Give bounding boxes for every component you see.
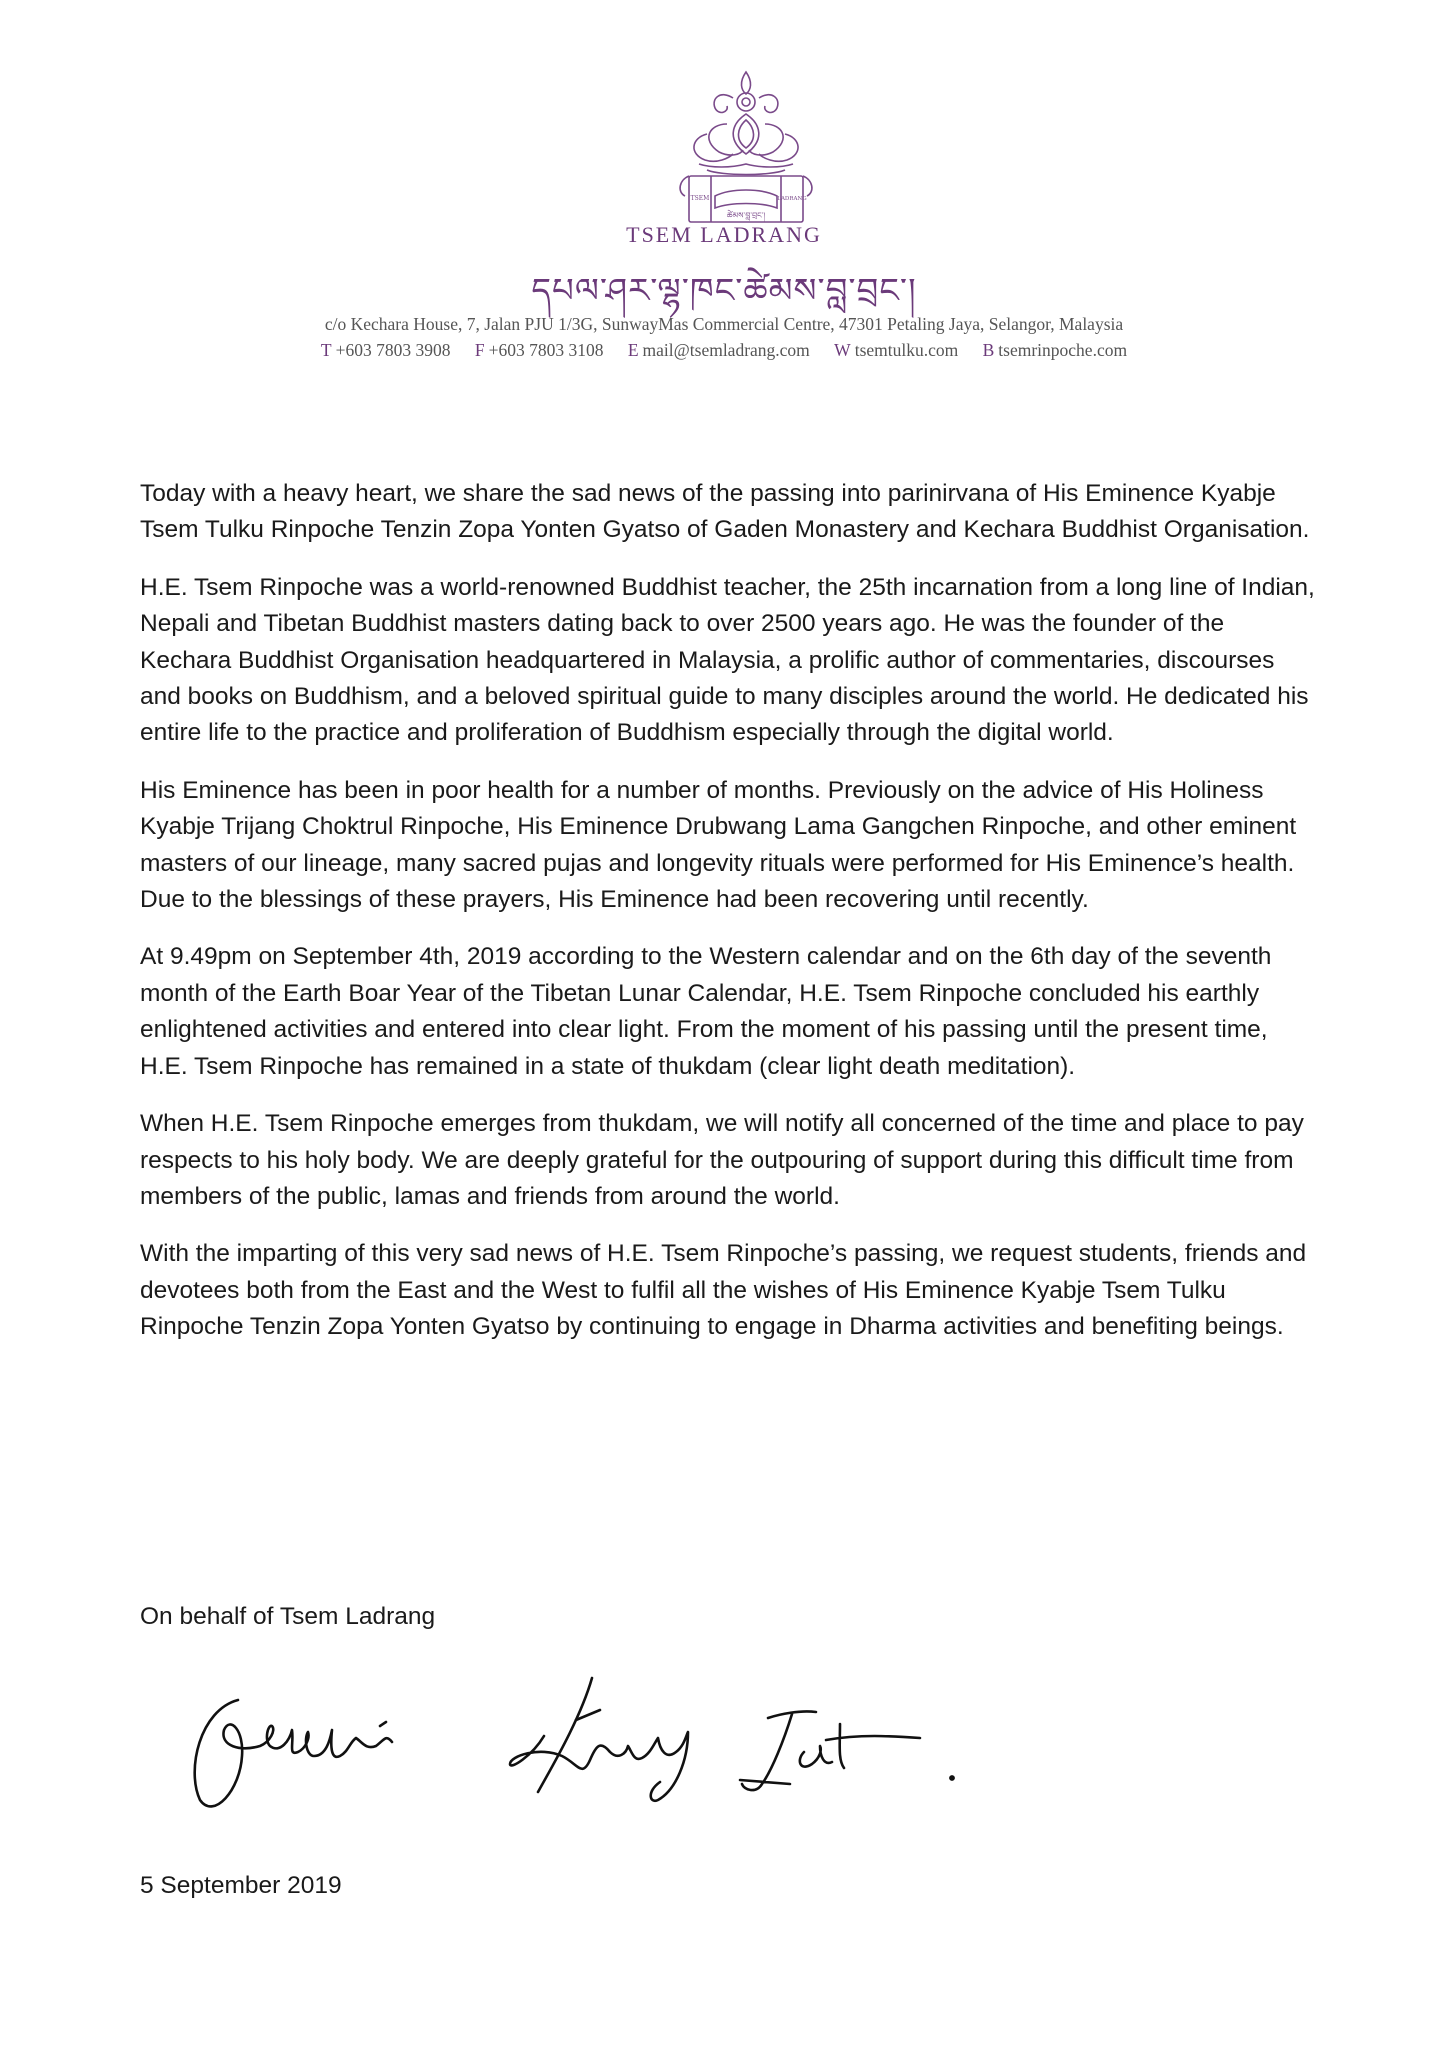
contact-fax: F +603 7803 3108: [474, 340, 604, 360]
paragraph: His Eminence has been in poor health for a number of months. Previously on the advice of His Holiness Kyabje Trijang Choktrul Rinpoche, His Eminence Drubwang Lama Gangchen Rinpoche, and other eminent masters of our lineage, many sacred pujas and longevity rituals were performed for His Eminence’s health. Due to the blessings of these prayers, His Eminence had been recovering until recently.: [140, 776, 1297, 914]
contact-website[interactable]: W tsemtulku.com: [834, 340, 959, 360]
contact-line: [0, 340, 1448, 361]
lotus-logo-icon: [671, 68, 821, 226]
signoff: On behalf of Tsem Ladrang: [140, 1603, 436, 1630]
signature-1: [195, 1700, 392, 1806]
tibetan-name: དཔལ་ཤར་ལྷ་ཁང་ཚེམས་བླ་བྲང་།: [531, 271, 917, 311]
signature-2: [510, 1678, 688, 1801]
signature-3: [740, 1711, 920, 1790]
paragraph: Today with a heavy heart, we share the sad news of the passing into parinirvana of His Eminence Kyabje Tsem Tulku Rinpoche Tenzin Zopa Yonten Gyatso of Gaden Monastery and Kechara Buddhist Organisation.: [140, 480, 1310, 544]
organization-name: TSEM LADRANG: [626, 222, 822, 247]
contact-blog[interactable]: B tsemrinpoche.com: [982, 340, 1128, 360]
contact-email[interactable]: E mail@tsemladrang.com: [627, 340, 810, 360]
contact-phone: T +603 7803 3908: [320, 340, 451, 360]
address-line: c/o Kechara House, 7, Jalan PJU 1/3G, SunwayMas Commercial Centre, 47301 Petaling Jaya, Selangor, Malaysia: [324, 314, 1124, 334]
signatures: [180, 1660, 1080, 1840]
paragraph: H.E. Tsem Rinpoche was a world-renowned Buddhist teacher, the 25th incarnation from a long line of Indian, Nepali and Tibetan Buddhist masters dating back to over 2500 years ago. He was the founder of the Kechara Buddhist Organisation headquartered in Malaysia, a prolific author of commentaries, discourses and books on Buddhism, and a beloved spiritual guide to many disciples around the world. He dedicated his entire life to the practice and proliferation of Buddhism especially through the digital world.: [140, 573, 1315, 747]
logo-text-bottom: ཚེམས་བླ་བྲང་།: [726, 211, 766, 220]
paragraph: With the imparting of this very sad news of H.E. Tsem Rinpoche’s passing, we request students, friends and devotees both from the East and the West to fulfil all the wishes of His Eminence Kyabje Tsem Tulku Rinpoche Tenzin Zopa Yonten Gyatso by continuing to engage in Dharma activities and benefiting beings.: [140, 1240, 1307, 1341]
logo-text-left: TSEM: [690, 195, 710, 202]
letter-date: 5 September 2019: [140, 1872, 342, 1899]
paragraph: At 9.49pm on September 4th, 2019 according to the Western calendar and on the 6th day of the seventh month of the Earth Boar Year of the Tibetan Lunar Calendar, H.E. Tsem Rinpoche concluded his earthly enlightened activities and entered into clear light. From the moment of his passing until the present time, H.E. Tsem Rinpoche has remained in a state of thukdam (clear light death meditation).: [140, 943, 1272, 1080]
letter-body: [140, 476, 1320, 1367]
paragraph: When H.E. Tsem Rinpoche emerges from thukdam, we will notify all concerned of the time and place to pay respects to his holy body. We are deeply grateful for the outpouring of support during this difficult time from members of the public, lamas and friends from around the world.: [140, 1110, 1304, 1210]
logo-text-right: LADRANG: [777, 196, 807, 202]
